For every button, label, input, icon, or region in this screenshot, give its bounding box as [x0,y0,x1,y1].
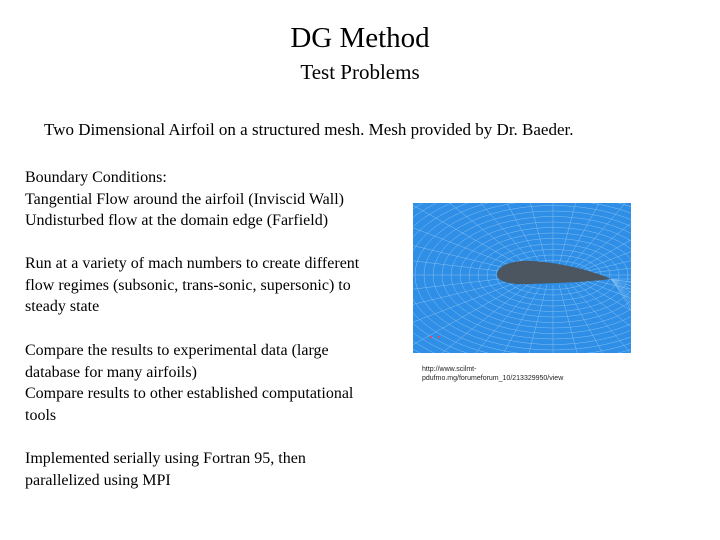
impl-line-1: Implemented serially using Fortran 95, then [25,450,306,467]
boundary-wall-line: Tangential Flow around the airfoil (Inviscid Wall) [25,190,344,208]
compare-line-2: database for many airfoils) [25,363,197,381]
airfoil-mesh-image [413,203,631,353]
runs-line-3: steady state [25,298,100,315]
boundary-farfield-line: Undisturbed flow at the domain edge (Farfield) [25,212,329,229]
runs-line-2: flow regimes (subsonic, trans-sonic, supersonic) to [25,276,351,294]
slide-title: DG Method [290,22,430,54]
mesh-marker-dot [438,336,440,338]
compare-line-1: Compare the results to experimental data (large [25,342,329,359]
impl-line-2: parallelized using MPI [25,471,171,489]
mesh-marker-dot [430,336,432,338]
implementation-paragraph [25,448,410,491]
mach-runs-paragraph [25,253,410,318]
compare-paragraph [25,340,410,426]
image-source-caption [422,365,662,383]
compare-line-4: tools [25,406,57,424]
compare-line-3: Compare results to other established computational [25,385,354,402]
slide-subtitle: Test Problems [300,60,420,84]
intro-text: Two Dimensional Airfoil on a structured mesh. Mesh provided by Dr. Baeder. [44,120,574,139]
caption-line-2: pdufmo.mg/forumeforum_10/213329950/view [422,375,564,382]
boundary-conditions-paragraph [25,167,410,232]
boundary-heading: Boundary Conditions: [25,169,167,186]
caption-line-1: http://www.scilmt- [422,366,477,373]
runs-line-1: Run at a variety of mach numbers to create different [25,255,360,272]
